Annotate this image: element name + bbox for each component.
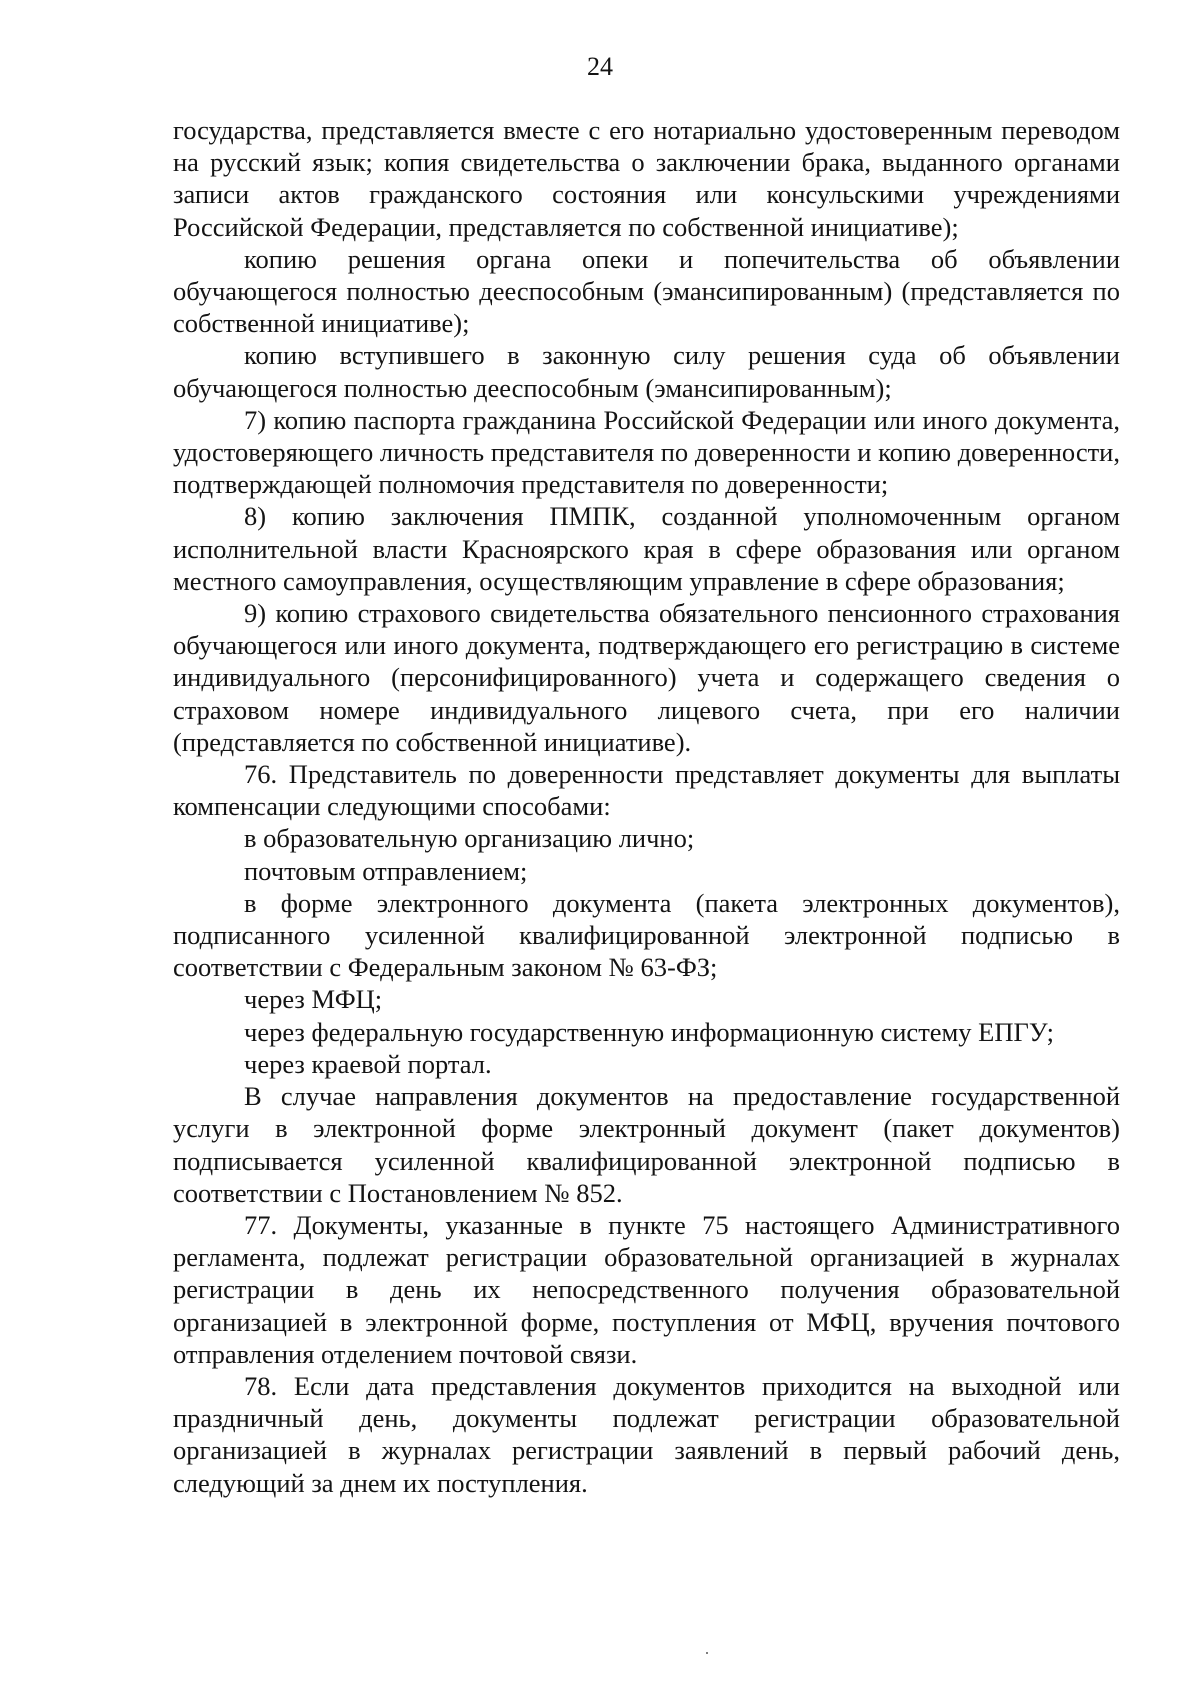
paragraph: В случае направления документов на предоставление государственной услуги в электронной форме электронный документ (пакет документов) подписывается усиленной квалифицированной электронной подписью в соответствии с Постановлением № 852.	[173, 1081, 1120, 1208]
paragraph: государства, представляется вместе с его нотариально удостоверенным переводом на русский язык; копия свидетельства о заключении брака, выданного органами записи актов гражданского состояния или консульскими учреждениями Российской Федерации, представляется по собственной инициативе);	[173, 115, 1120, 242]
paragraph: в форме электронного документа (пакета электронных документов), подписанного усиленной квалифицированной электронной подписью в соответствии с Федеральным законом № 63-ФЗ;	[173, 887, 1120, 983]
paragraph: 76. Представитель по доверенности представляет документы для выплаты компенсации следующими способами:	[173, 759, 1120, 822]
paragraph: 8) копию заключения ПМПК, созданной уполномоченным органом исполнительной власти Красноярского края в сфере образования или органом местного самоуправления, осуществляющим управление в сфере образования;	[173, 501, 1120, 596]
page-number: 24	[587, 52, 613, 81]
document-body	[173, 114, 1120, 1499]
paragraph: 9) копию страхового свидетельства обязательного пенсионного страхования обучающегося или иного документа, подтверждающего его регистрацию в системе индивидуального (персонифицированного) учета и содержащего сведения о страховом номере индивидуального лицевого счета, при его наличии (представляется по собственной инициативе).	[173, 598, 1120, 757]
paragraph: через федеральную государственную информационную систему ЕПГУ;	[244, 1016, 1054, 1047]
paragraph: 78. Если дата представления документов приходится на выходной или праздничный день, документы подлежат регистрации образовательной организацией в журналах регистрации заявлений в первый рабочий день, следующий за днем их поступления.	[173, 1370, 1120, 1498]
paragraph: почтовым отправлением;	[244, 855, 528, 886]
paragraph: копию решения органа опеки и попечительства об объявлении обучающегося полностью дееспособным (эмансипированным) (представляется по собственной инициативе);	[173, 243, 1120, 339]
paragraph: через краевой портал.	[244, 1048, 492, 1079]
paragraph: через МФЦ;	[244, 984, 383, 1015]
paragraph: в образовательную организацию лично;	[244, 823, 695, 854]
paragraph: 7) копию паспорта гражданина Российской Федерации или иного документа, удостоверяющего личность представителя по доверенности и копию доверенности, подтверждающей полномочия представителя по доверенности;	[173, 404, 1120, 500]
paragraph: копию вступившего в законную силу решения суда об объявлении обучающегося полностью дееспособным (эмансипированным);	[173, 340, 1120, 403]
paragraph: 77. Документы, указанные в пункте 75 настоящего Административного регламента, подлежат регистрации образовательной организацией в журналах регистрации в день их непосредственного получения образовательной организацией в электронной форме, поступления от МФЦ, вручения почтового отправления отделением почтовой связи.	[173, 1209, 1120, 1369]
scan-speck	[706, 1652, 708, 1654]
